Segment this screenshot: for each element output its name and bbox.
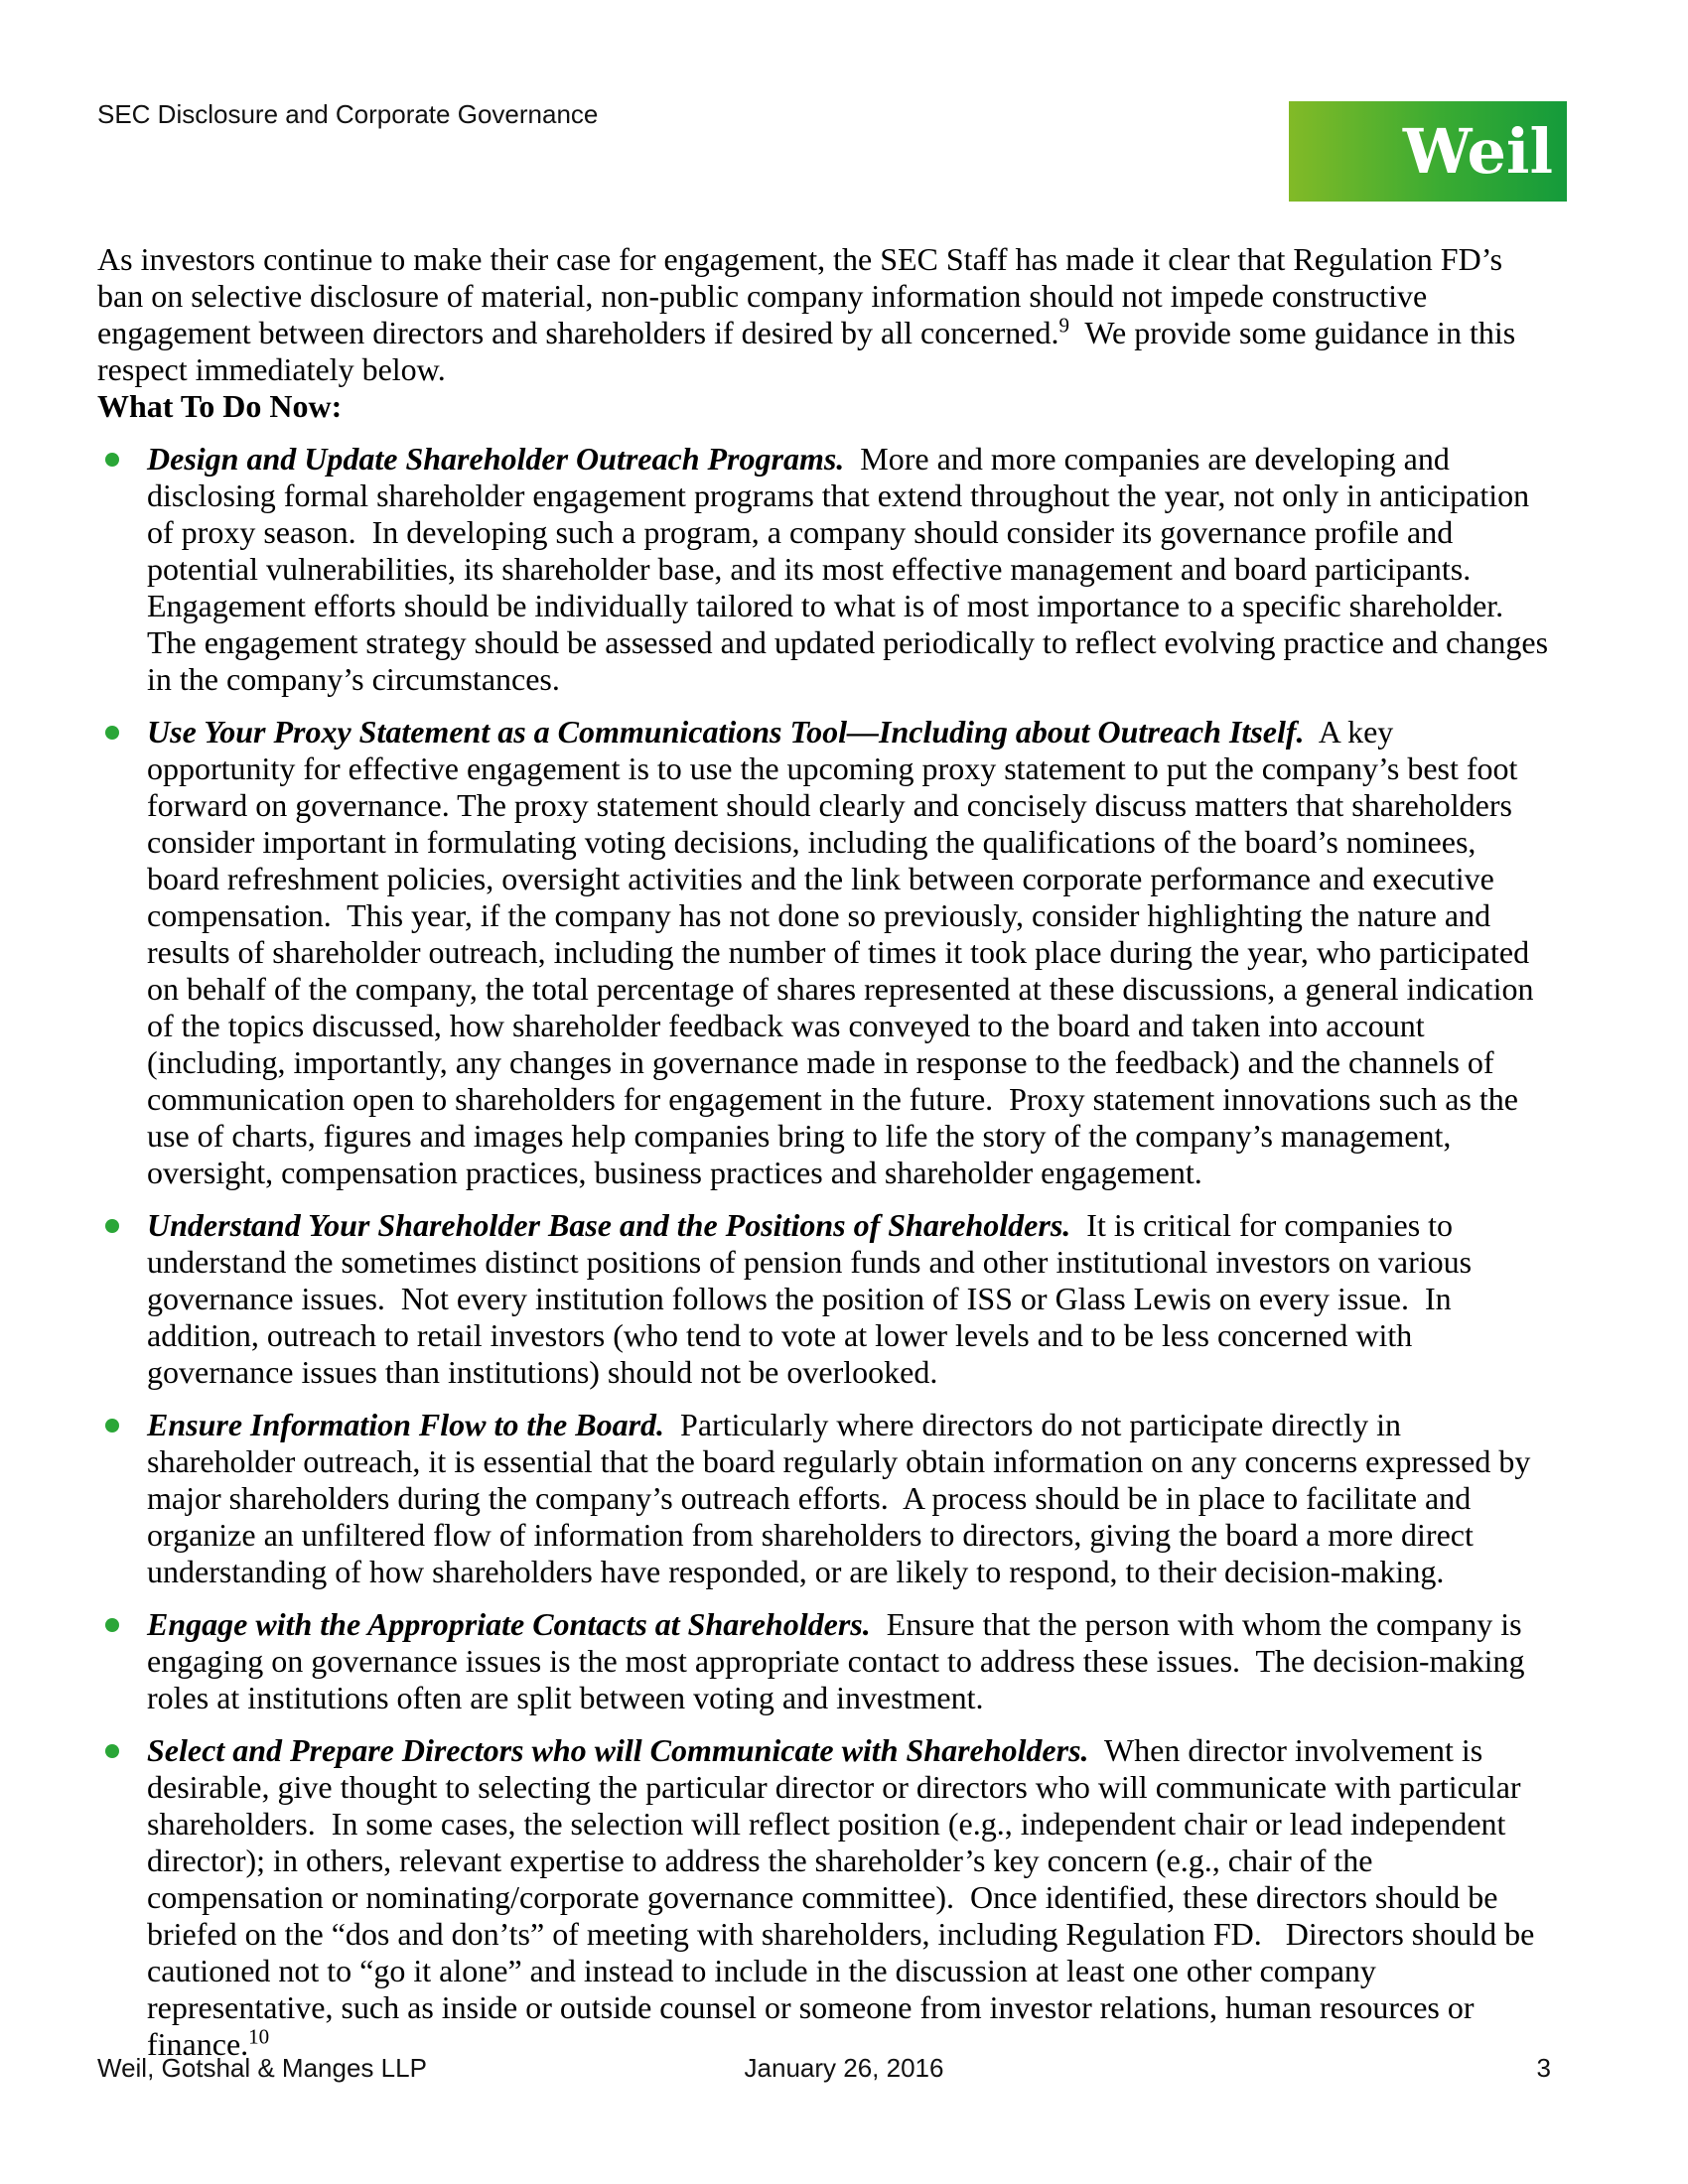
green-bullet-dot (105, 726, 119, 740)
bullet-lead: Engage with the Appropriate Contacts at Shareholders. (147, 1606, 871, 1642)
bullet-item-prepare-directors (97, 1732, 1549, 2063)
footer-page-number: 3 (1536, 2053, 1551, 2083)
bullet-text (147, 1606, 1549, 1716)
bullet-body: A key opportunity for effective engagement is to use the upcoming proxy statement to put the company’s best foot forward on governance. The proxy statement should clearly and concisely discuss matters that shareholders consider important in formulating voting decisions, including the qualifications of the board’s nominees, board refreshment policies, oversight activities and the link between corporate performance and executive compensation. This year, if the company has not done so previously, consider highlighting the nature and results of shareholder outreach, including the number of times it took place during the year, who participated on behalf of the company, the total percentage of shares represented at these discussions, a general indication of the topics discussed, how shareholder feedback was conveyed to the board and taken into account (including, importantly, any changes in governance made in response to the feedback) and the channels of communication open to shareholders for engagement in the future. Proxy statement innovations such as the use of charts, figures and images help companies bring to life the story of the company’s management, oversight, compensation practices, business practices and shareholder engagement. (147, 714, 1542, 1190)
bullet-lead: Use Your Proxy Statement as a Communications Tool—Including about Outreach Itself. (147, 714, 1305, 750)
green-bullet-dot (105, 453, 119, 467)
green-bullet-dot (105, 1219, 119, 1233)
bullet-body: More and more companies are developing and disclosing formal shareholder engagement programs that extend throughout the year, not only in anticipation of proxy season. In developing such a program, a company should consider its governance profile and potential vulnerabilities, its shareholder base, and its most effective management and board participants. Engagement efforts should be individually tailored to what is of most importance to a specific shareholder. The engagement strategy should be assessed and updated periodically to reflect evolving practice and changes in the company’s circumstances. (147, 441, 1557, 697)
bullet-body: It is critical for companies to understand the sometimes distinct positions of pension funds and other institutional investors on various governance issues. Not every institution follows the position of ISS or Glass Lewis on every issue. In addition, outreach to retail investors (who tend to vote at lower levels and to be less concerned with governance issues than institutions) should not be overlooked. (147, 1207, 1480, 1390)
bullet-text (147, 1732, 1549, 2063)
bullet-text (147, 441, 1557, 698)
bullet-text (147, 1207, 1549, 1391)
bullet-body: Particularly where directors do not participate directly in shareholder outreach, it is essential that the board regularly obtain information on any concerns expressed by major shareholders during the company’s outreach efforts. A process should be in place to facilitate and organize an unfiltered flow of information from shareholders to directors, giving the board a more direct understanding of how shareholders have responded, or are likely to respond, to their decision-making. (147, 1407, 1539, 1589)
bullet-item-shareholder-base (97, 1207, 1549, 1391)
document-header-title: SEC Disclosure and Corporate Governance (97, 99, 599, 129)
bullet-text (147, 714, 1549, 1191)
bullet-lead: Select and Prepare Directors who will Communicate with Shareholders. (147, 1732, 1089, 1768)
green-bullet-dot (105, 1744, 119, 1758)
section-heading: What To Do Now: (97, 388, 343, 424)
footnote-marker-9: 9 (1058, 313, 1069, 338)
bullet-item-outreach-programs (97, 441, 1557, 698)
bullet-item-proxy-statement (97, 714, 1549, 1191)
bullet-lead: Design and Update Shareholder Outreach Programs. (147, 441, 845, 477)
document-body (97, 241, 1557, 2063)
green-bullet-dot (105, 1419, 119, 1433)
bullet-body: When director involvement is desirable, give thought to selecting the particular director or directors who will communicate with particular shareholders. In some cases, the selection will reflect position (e.g., independent chair or lead independent director); in others, relevant expertise to address the shareholder’s key concern (e.g., chair of the compensation or nominating/corporate governance committee). Once identified, these directors should be briefed on the “dos and don’ts” of meeting with shareholders, including Regulation FD. Directors should be cautioned not to “go it alone” and instead to include in the discussion at least one other company representative, such as inside or outside counsel or someone from investor relations, human resources or finance. (147, 1732, 1543, 2062)
footnote-marker-10: 10 (248, 2024, 270, 2049)
bullet-lead: Understand Your Shareholder Base and the Positions of Shareholders. (147, 1207, 1071, 1243)
green-bullet-dot (105, 1618, 119, 1632)
weil-logo (1289, 101, 1567, 202)
intro-paragraph (97, 241, 1549, 388)
bullet-list (97, 441, 1557, 2063)
intro-text: As investors continue to make their case for engagement, the SEC Staff has made it clear that Regulation FD’s ban on selective disclosure of material, non-public company information should not impede constructive engagement between directors and shareholders if desired by all concerned. (97, 241, 1511, 350)
bullet-text (147, 1407, 1549, 1590)
bullet-item-information-flow (97, 1407, 1549, 1590)
weil-logo-text: Weil (1402, 114, 1553, 188)
footer-date: January 26, 2016 (744, 2053, 944, 2083)
bullet-body: Ensure that the person with whom the company is engaging on governance issues is the most appropriate contact to address these issues. The decision-making roles at institutions often are split between voting and investment. (147, 1606, 1533, 1715)
bullet-item-appropriate-contacts (97, 1606, 1549, 1716)
intro-text-continued: We provide some guidance in this respect immediately below. (97, 315, 1524, 387)
footer-firm-name: Weil, Gotshal & Manges LLP (97, 2053, 427, 2083)
bullet-lead: Ensure Information Flow to the Board. (147, 1407, 665, 1442)
